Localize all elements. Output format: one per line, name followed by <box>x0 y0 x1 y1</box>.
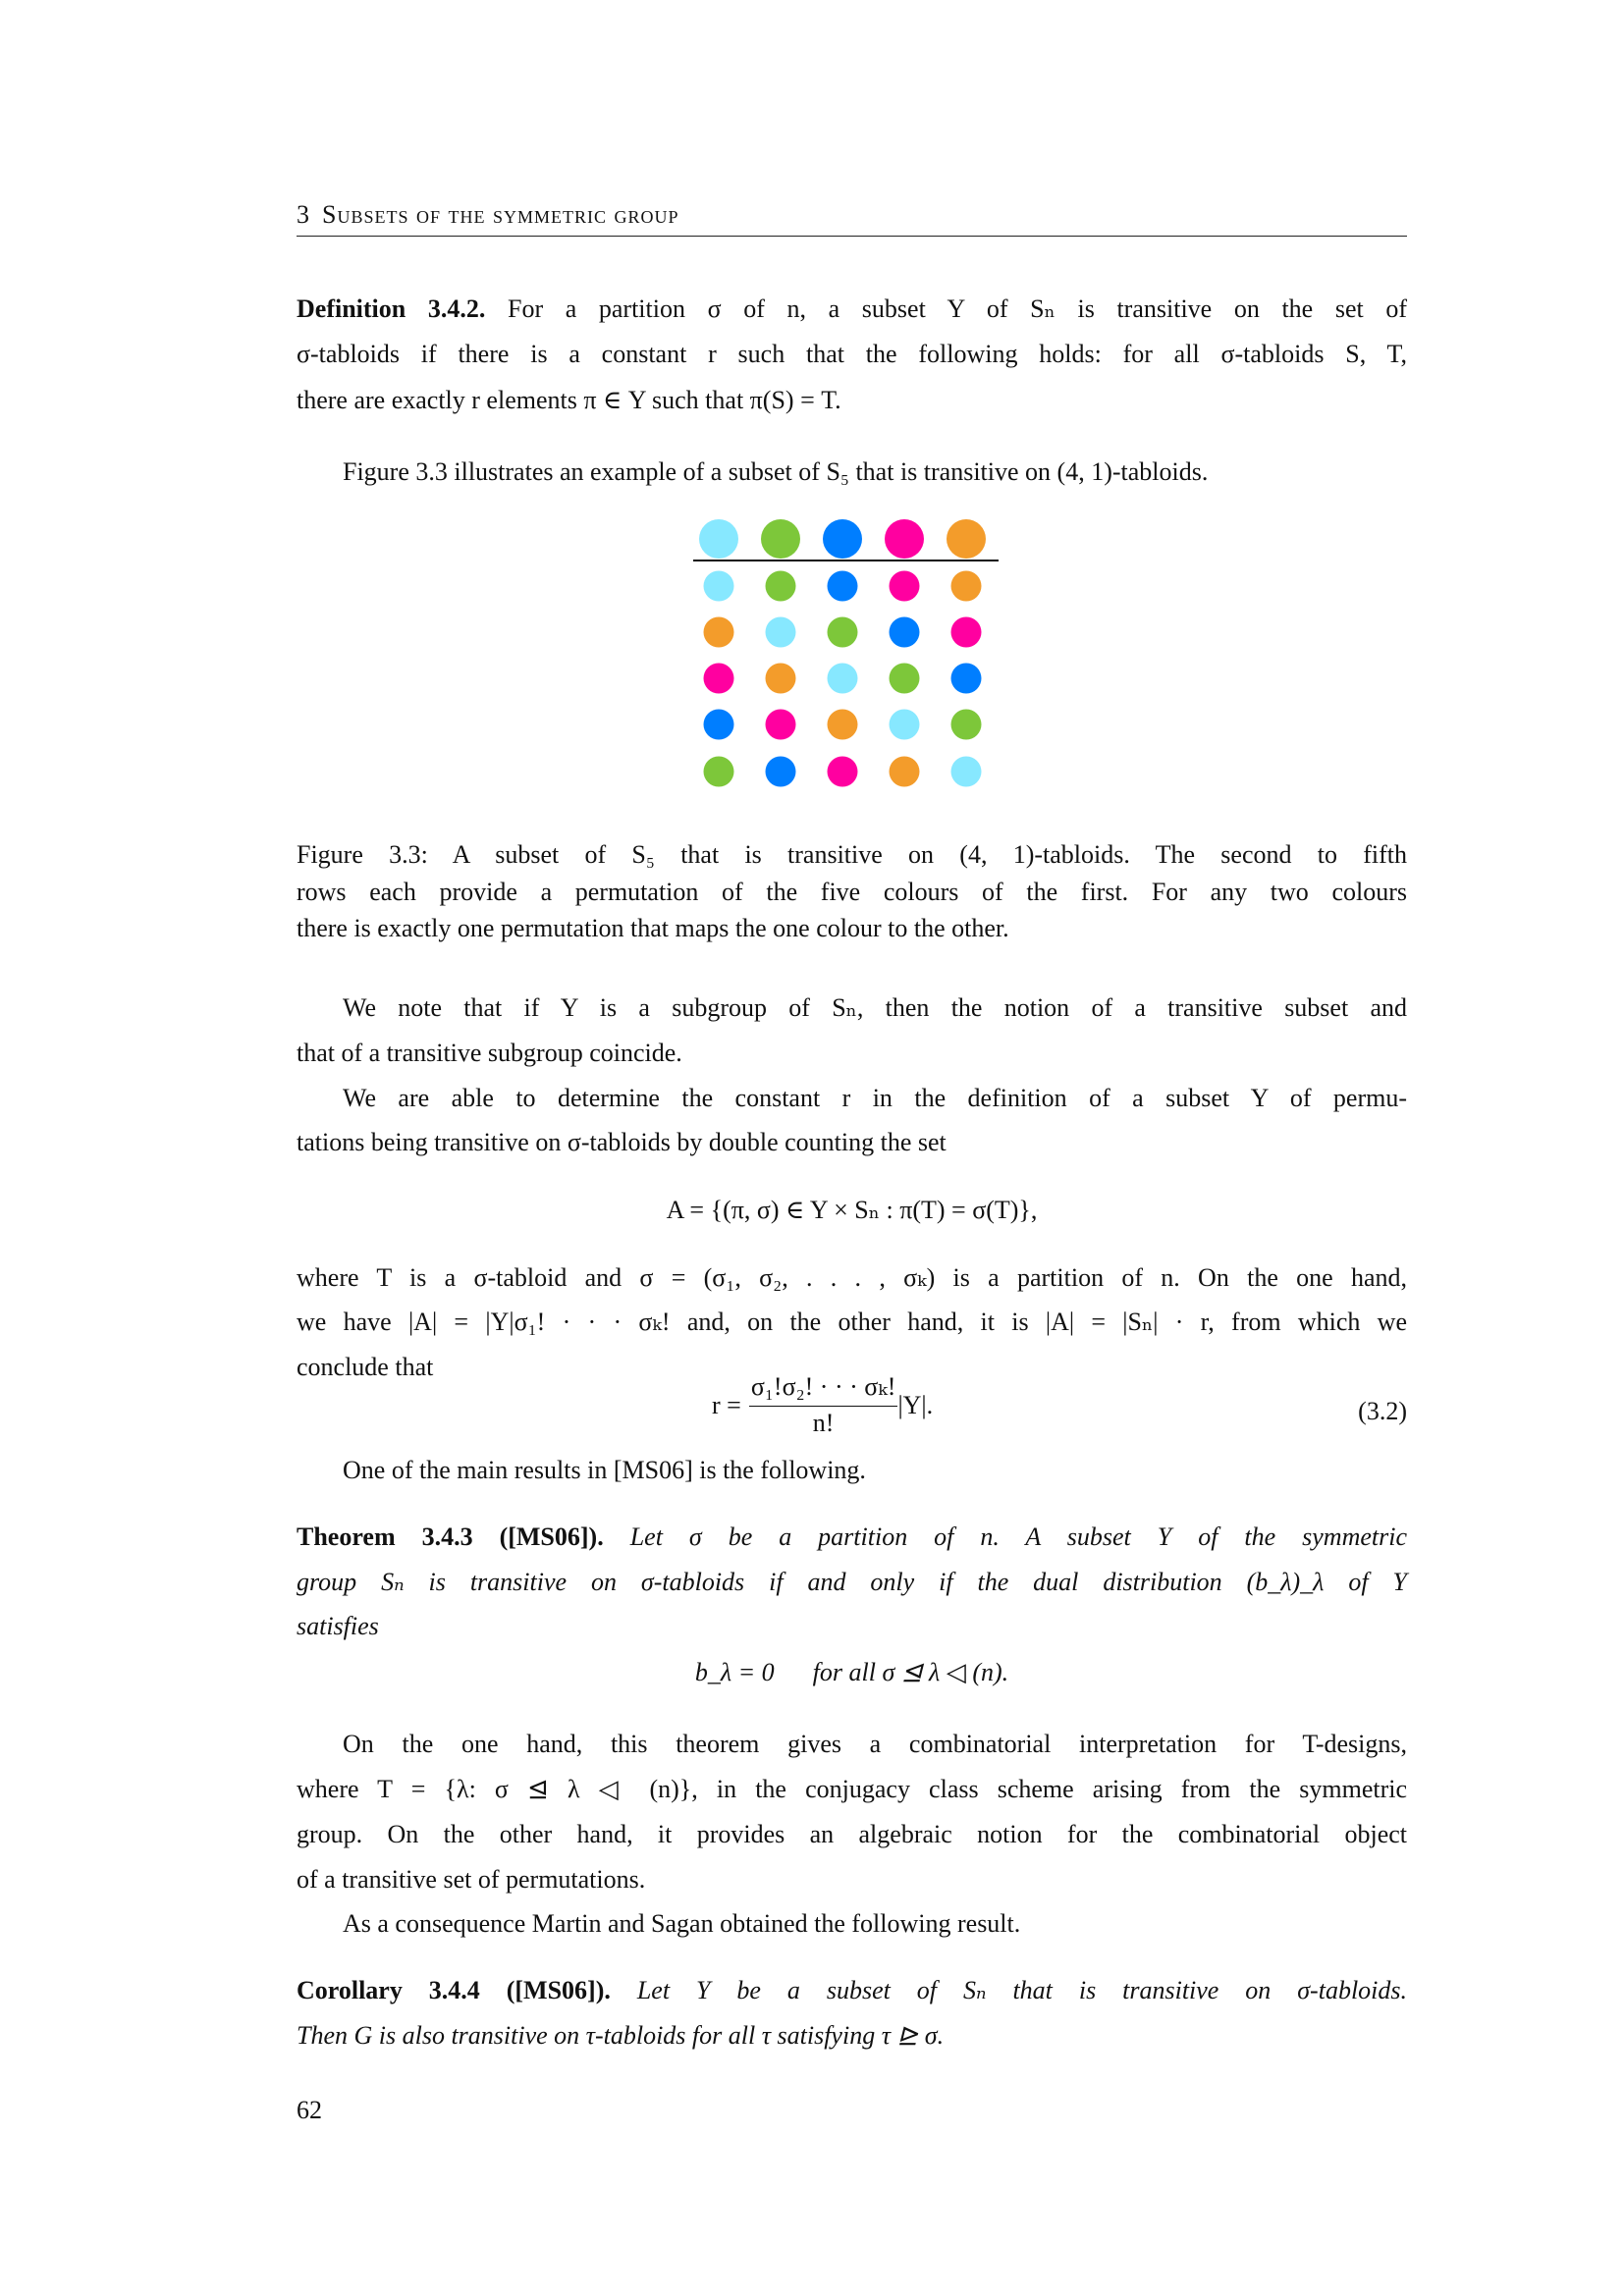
permutation-dot-cyan <box>890 710 920 740</box>
paragraph-line: One of the main results in [MS06] is the following. <box>343 1456 866 1484</box>
corollary-line <box>297 1976 1407 2005</box>
figure-caption-line: rows each provide a permutation of the five colours of the first. For any two colours <box>297 878 1407 906</box>
paragraph-line: conclude that <box>297 1353 434 1381</box>
paragraph-line: We are able to determine the constant r in the definition of a subset Y of permu- <box>343 1084 1407 1112</box>
paragraph-line: group. On the other hand, it provides an algebraic notion for the combinatorial object <box>297 1820 1407 1848</box>
figure-intro: Figure 3.3 illustrates an example of a subset of S₅ that is transitive on (4, 1)-tabloids. <box>343 457 1209 486</box>
chapter-title: Subsets of the symmetric group <box>322 200 679 229</box>
header-dot-blue <box>823 519 862 559</box>
permutation-dot-green <box>951 710 982 740</box>
header-dot-orange <box>947 519 986 559</box>
paragraph-line: As a consequence Martin and Sagan obtained the following result. <box>343 1909 1021 1938</box>
permutation-dot-orange <box>828 710 858 740</box>
permutation-dot-orange <box>766 664 796 694</box>
paragraph-line: where T = {λ: σ ⊴ λ ◁ (n)}, in the conjugacy class scheme arising from the symmetric <box>297 1775 1407 1803</box>
denominator: n! <box>812 1409 835 1437</box>
permutation-dot-pink <box>951 617 982 648</box>
permutation-dot-blue <box>951 664 982 694</box>
figure-caption-line: there is exactly one permutation that maps the one colour to the other. <box>297 914 1009 942</box>
permutation-dot-cyan <box>828 664 858 694</box>
permutation-dot-blue <box>890 617 920 648</box>
fraction <box>749 1372 898 1438</box>
permutation-dot-cyan <box>766 617 796 648</box>
permutation-dot-pink <box>704 664 734 694</box>
paragraph-line: On the one hand, this theorem gives a combinatorial interpretation for T-designs, <box>343 1730 1407 1758</box>
numerator: σ₁!σ₂! · · · σₖ! <box>749 1372 898 1407</box>
theorem-line <box>297 1522 1407 1552</box>
header-dot-pink <box>885 519 924 559</box>
chapter-number: 3 <box>297 200 309 229</box>
definition-text: For a partition σ of n, a subset Y of Sₙ is transitive on the set of <box>507 294 1408 323</box>
paragraph-line: we have |A| = |Y|σ₁! · · · σₖ! and, on the other hand, it is |A| = |Sₙ| · r, from which we <box>297 1308 1407 1336</box>
theorem-line: satisfies <box>297 1612 379 1640</box>
definition-line: there are exactly r elements π ∈ Y such that π(S) = T. <box>297 386 841 414</box>
permutation-dot-blue <box>828 571 858 602</box>
permutation-dot-cyan <box>704 571 734 602</box>
corollary-label: Corollary 3.4.4 ([MS06]). <box>297 1976 611 2004</box>
permutation-dot-green <box>704 757 734 787</box>
permutation-dot-pink <box>828 757 858 787</box>
running-header <box>297 200 1407 230</box>
permutation-dot-orange <box>704 617 734 648</box>
paragraph-line: We note that if Y is a subgroup of Sₙ, then the notion of a transitive subset and <box>343 993 1407 1022</box>
paragraph-line: that of a transitive subgroup coincide. <box>297 1039 682 1067</box>
definition-line <box>297 294 1407 324</box>
definition-line: σ-tabloids if there is a constant r such that the following holds: for all σ-tabloids S, T, <box>297 340 1407 368</box>
paragraph-line: where T is a σ-tabloid and σ = (σ₁, σ₂, . . . , σₖ) is a partition of n. On the one hand, <box>297 1263 1407 1292</box>
header-dot-cyan <box>699 519 738 559</box>
permutation-dot-green <box>890 664 920 694</box>
permutation-dot-cyan <box>951 757 982 787</box>
theorem-line: group Sₙ is transitive on σ-tabloids if and only if the dual distribution (b_λ)_λ of Y <box>297 1568 1407 1596</box>
figure-caption-line: Figure 3.3: A subset of S₅ that is transitive on (4, 1)-tabloids. The second to fifth <box>297 840 1407 869</box>
permutation-dot-orange <box>951 571 982 602</box>
corollary-text: Let Y be a subset of Sₙ that is transitive on σ-tabloids. <box>636 1976 1408 2004</box>
permutation-dot-blue <box>766 757 796 787</box>
permutation-dot-pink <box>890 571 920 602</box>
paragraph-line: tations being transitive on σ-tabloids by double counting the set <box>297 1128 947 1156</box>
equation-A: A = {(π, σ) ∈ Y × Sₙ : π(T) = σ(T)}, <box>666 1196 1038 1224</box>
permutation-dot-pink <box>766 710 796 740</box>
eq-rhs: |Y|. <box>897 1390 934 1419</box>
permutation-dot-green <box>766 571 796 602</box>
theorem-equation: b_λ = 0 for all σ ⊴ λ ◁ (n). <box>694 1658 1009 1686</box>
equation-3-2 <box>712 1372 933 1438</box>
header-dot-green <box>761 519 800 559</box>
permutation-dot-orange <box>890 757 920 787</box>
permutation-dot-blue <box>704 710 734 740</box>
definition-label: Definition 3.4.2. <box>297 294 486 323</box>
equation-number: (3.2) <box>1358 1397 1407 1425</box>
permutation-dot-green <box>828 617 858 648</box>
corollary-line: Then G is also transitive on τ-tabloids for all τ satisfying τ ⊵ σ. <box>297 2021 945 2050</box>
header-rule <box>297 236 1407 237</box>
eq-lhs: r = <box>712 1390 741 1419</box>
paragraph-line: of a transitive set of permutations. <box>297 1865 646 1894</box>
tabloid-figure <box>687 510 1011 795</box>
theorem-label: Theorem 3.4.3 ([MS06]). <box>297 1522 604 1551</box>
page-number: 62 <box>297 2096 322 2124</box>
theorem-text: Let σ be a partition of n. A subset Y of the symmetric <box>629 1522 1407 1551</box>
